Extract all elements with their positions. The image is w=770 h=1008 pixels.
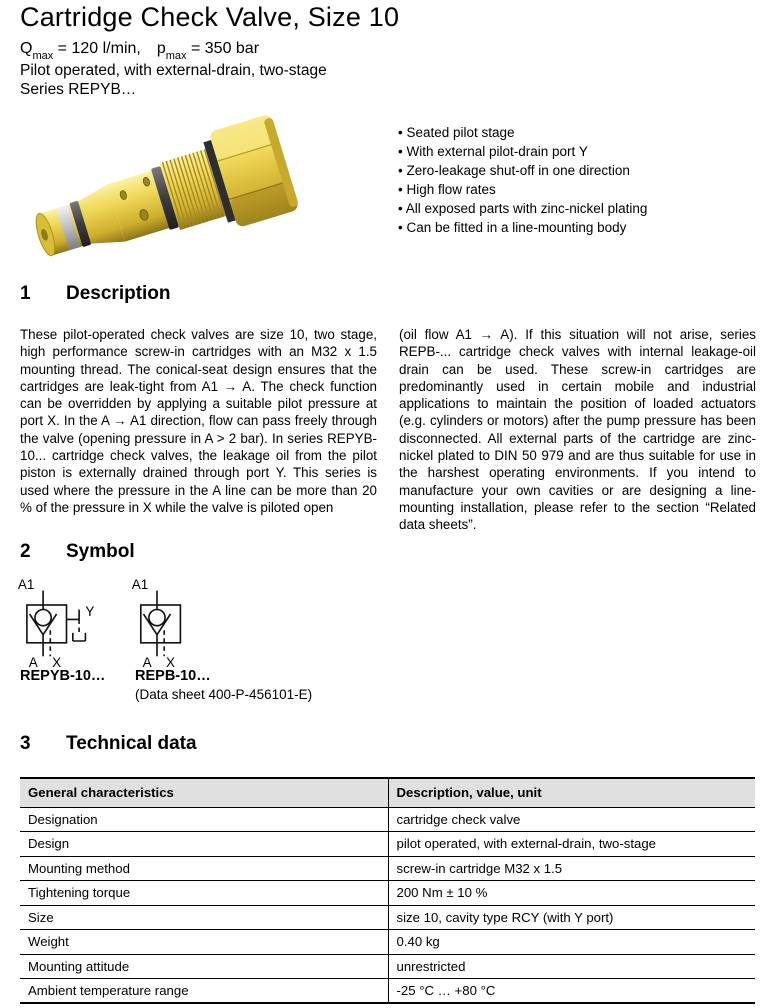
symbol-series-label-repb: REPB-10… [135,668,211,684]
table-row [20,905,755,930]
table-row [20,979,755,1004]
subtitle-series: Series REPYB… [20,81,137,98]
feature-item: • High flow rates [398,181,647,200]
qmax-subscript: max [32,50,54,63]
description-columns [20,326,757,534]
section-title: Symbol [66,541,135,562]
table-cell-label: Ambient temperature range [20,979,388,1004]
technical-data-table [20,777,755,1004]
subtitle-design: Pilot operated, with external-drain, two-stage [20,62,327,79]
feature-item: • Zero-leakage shut-off in one direction [398,162,647,181]
table-cell-value: 200 Nm ± 10 % [388,881,755,906]
table-row [20,930,755,955]
table-cell-value: 0.40 kg [388,930,755,955]
table-cell-label: Mounting attitude [20,954,388,979]
section-heading-technical-data [20,733,197,755]
section-title: Technical data [66,733,197,754]
section-number: 2 [20,541,31,562]
table-row [20,954,755,979]
qmax-value: = 120 l/min, [53,40,141,57]
port-label-a: A [28,655,38,668]
spec-line [20,40,260,63]
table-cell-value: screw-in cartridge M32 x 1.5 [388,856,755,881]
description-column-right: (oil flow A1 → A). If this situation will not arise, series REPB-... cartridge check valves with internal leakage-oil drain can be used. These screw-in cartridges are predominantly used in certain mobile and industrial applications to maintain the position of loaded actuators (e.g. cylinders or motors) after the pump pressure has been disconnected. All external parts of the cartridge are zinc-nickel plated to DIN 50 979 and are thus suitable for use in the harshest operating environments. If you intend to manufacture your own cavities or are designing a line-mounting installation, please refer to the section “Related data sheets”. [399,327,756,533]
table-cell-value: size 10, cavity type RCY (with Y port) [388,905,755,930]
table-row [20,881,755,906]
table-cell-label: Size [20,905,388,930]
feature-item: • Can be fitted in a line-mounting body [398,219,647,238]
table-cell-value: -25 °C … +80 °C [388,979,755,1004]
section-heading-symbol [20,541,135,563]
table-cell-label: Mounting method [20,856,388,881]
section-title: Description [66,283,171,304]
symbol-datasheet-note: (Data sheet 400-P-456101-E) [135,687,313,702]
table-cell-value: unrestricted [388,954,755,979]
table-cell-value: cartridge check valve [388,807,755,832]
section-number: 3 [20,733,31,754]
pmax-symbol: p [156,40,166,57]
page-title: Cartridge Check Valve, Size 10 [20,2,400,32]
feature-item: • All exposed parts with zinc-nickel plating [398,200,647,219]
table-header-row [20,778,755,807]
table-cell-label: Design [20,832,388,857]
qmax-symbol: Q [20,40,33,57]
table-cell-label: Designation [20,807,388,832]
description-column-left: These pilot-operated check valves are size 10, two stage, high performance screw-in cartridges with an M32 x 1.5 mounting thread. The conical-seat design ensures that the cartridges are leak-tight from A1 → A. The check function can be overridden by applying a suitable pilot pressure at port X. In the A → A1 direction, flow can pass freely through the valve (opening pressure in A > 2 bar). In series REPYB-10... cartridge check valves, the leakage oil from the pilot piston is externally drained through port Y. This series is used where the pressure in the A line can be more than 20 % of the pressure in X while the valve is piloted open [20,327,377,515]
pmax-value: = 350 bar [186,40,260,57]
table-cell-label: Weight [20,930,388,955]
table-header-characteristics: General characteristics [20,778,388,807]
table-row [20,832,755,857]
table-cell-value: pilot operated, with external-drain, two-stage [388,832,755,857]
table-cell-label: Tightening torque [20,881,388,906]
feature-item: • With external pilot-drain port Y [398,143,647,162]
feature-item: • Seated pilot stage [398,124,647,143]
port-label-a: A [142,655,152,668]
section-heading-description [20,283,171,305]
hydraulic-symbol-repb [130,578,211,668]
port-label-x: X [52,655,62,668]
symbol-series-label-repyb: REPYB-10… [20,668,106,684]
port-label-x: X [166,655,176,668]
feature-list [398,124,647,237]
pmax-subscript: max [165,50,187,63]
port-label-a1: A1 [131,578,149,592]
table-header-description: Description, value, unit [388,778,755,807]
table-row [20,807,755,832]
valve-product-image [10,106,320,278]
port-label-y: Y [85,603,95,619]
port-label-a1: A1 [17,578,35,592]
hydraulic-symbol-repyb [16,578,117,668]
table-row [20,856,755,881]
section-number: 1 [20,283,31,304]
